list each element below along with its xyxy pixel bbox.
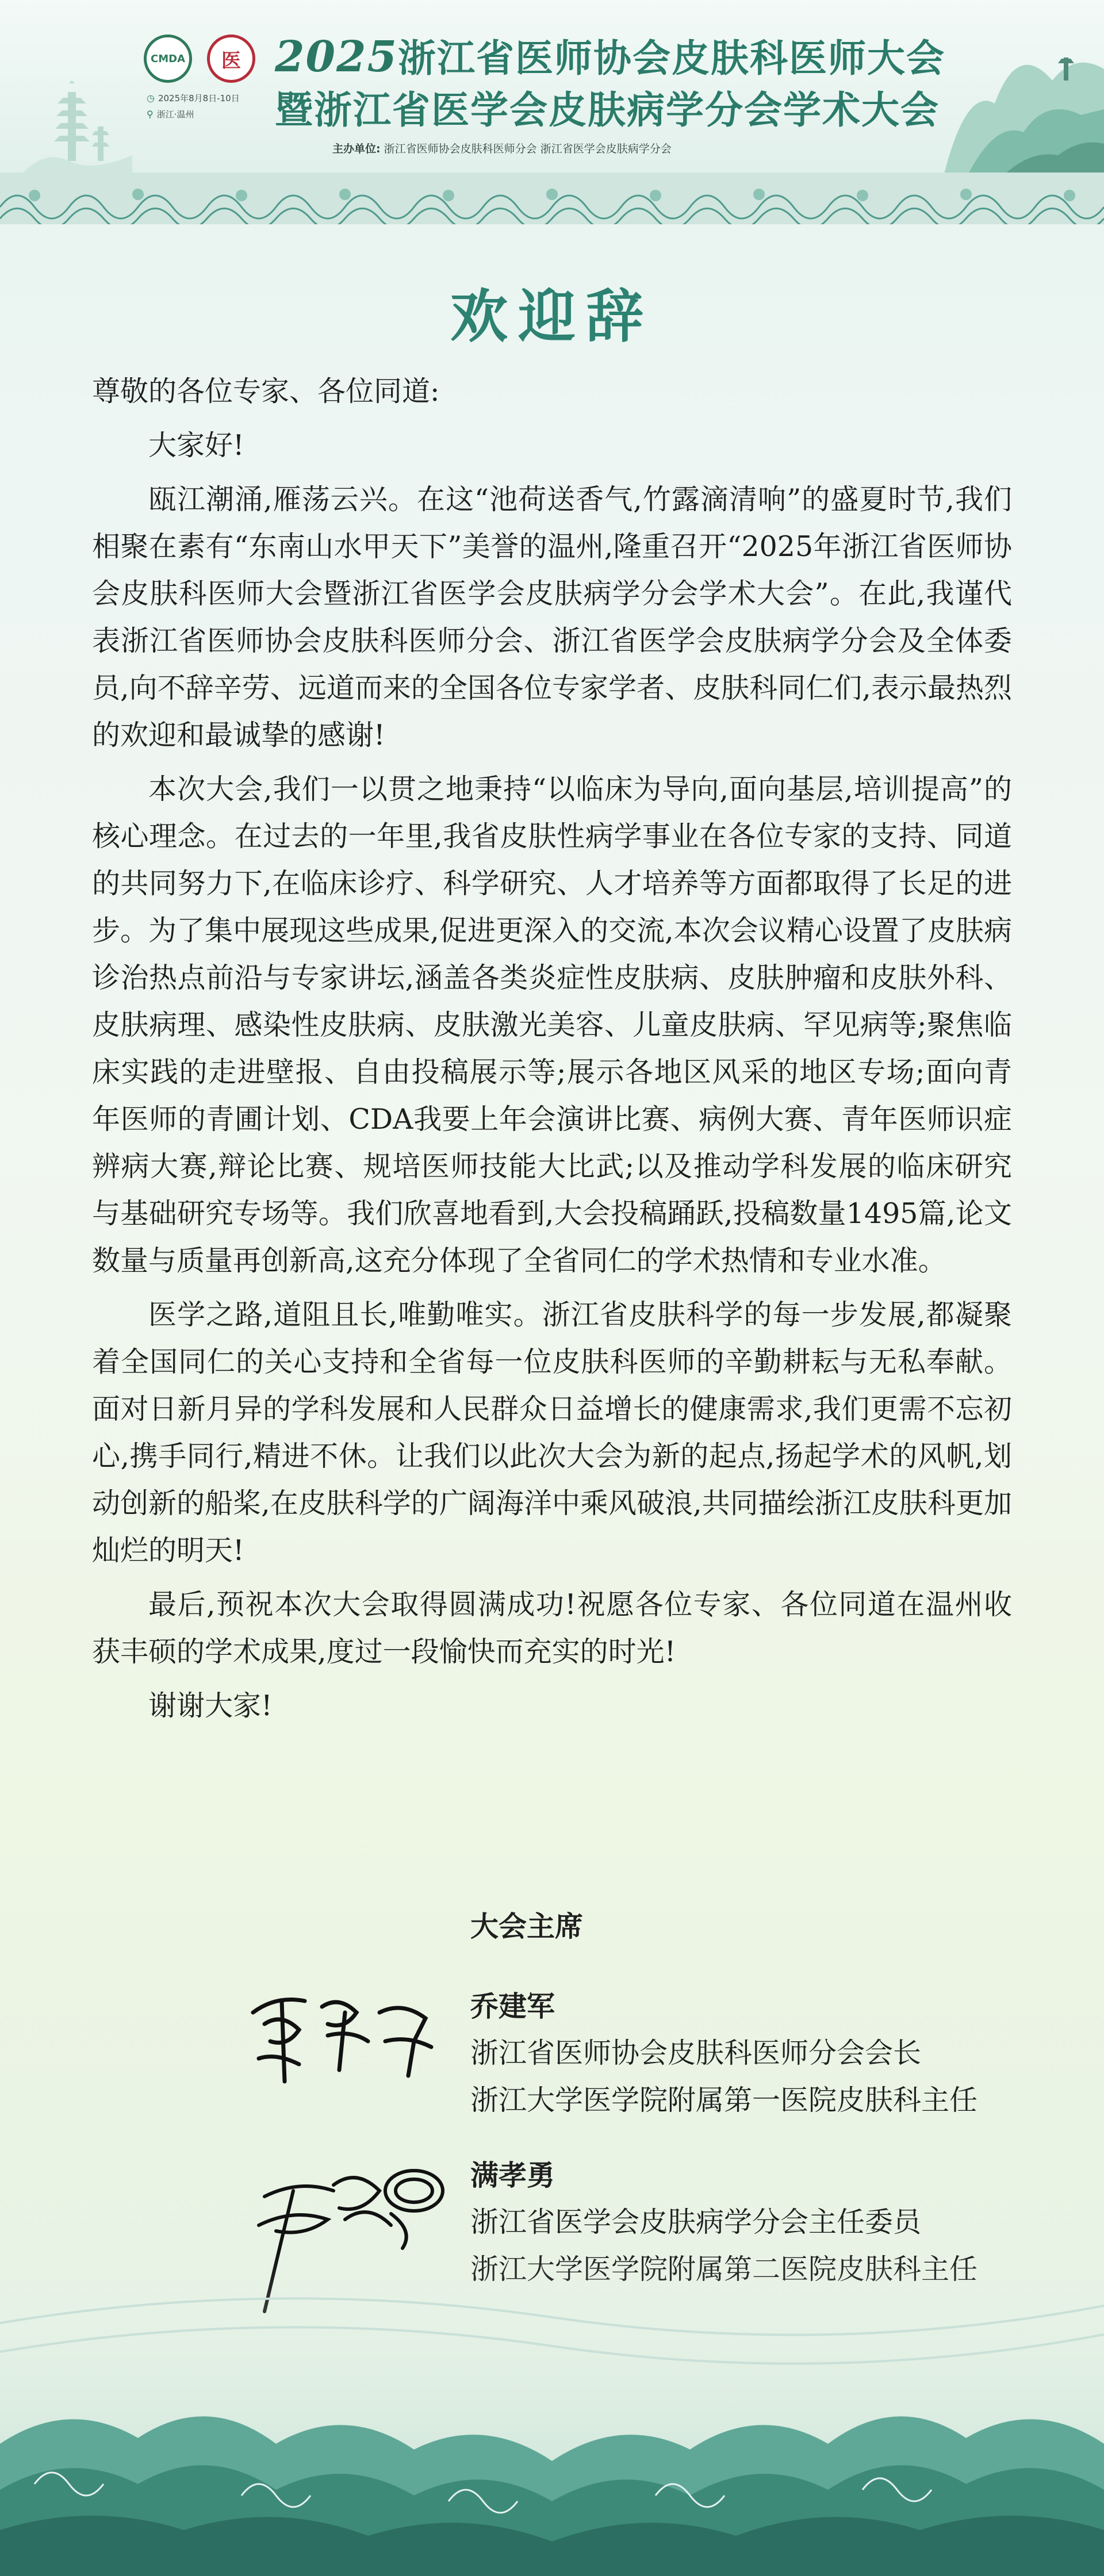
pagoda-illustration (23, 80, 132, 172)
date-line (147, 92, 240, 104)
person-name: 乔建军 (470, 1989, 555, 2023)
clock-icon: ◷ (147, 93, 155, 103)
chair-title: 大会主席 (470, 1910, 584, 1943)
organizer-line (332, 140, 672, 156)
wave-pattern-band (0, 172, 1104, 224)
event-title-text1: 浙江省医师协会皮肤科医师大会 (397, 36, 945, 80)
closing: 谢谢大家! (148, 1689, 273, 1722)
event-date: 2025年8月8日-10日 (158, 93, 240, 103)
salutation: 尊敬的各位专家、各位同道: (92, 375, 440, 408)
welcome-letter-body (92, 368, 1012, 1736)
medical-association-logo-text: 医 (221, 49, 241, 72)
event-year: 2025 (275, 32, 398, 82)
paragraph-2: 本次大会,我们一以贯之地秉持“以临床为导向,面向基层,培训提高”的核心理念。在过去的一年里,我省皮肤性病学事业在各位专家的支持、同道的共同努力下,在临床诊疗、科学研究、人才培养等方面都取得了长足的进步。为了集中展现这些成果,促进更深入的交流,本次会议精心设置了皮肤病诊治热点前沿与专家讲坛,涵盖各类炎症性皮肤病、皮肤肿瘤和皮肤外科、皮肤病理、感染性皮肤病、皮肤激光美容、儿童皮肤病、罕见病等;聚焦临床实践的走进壁报、自由投稿展示等;展示各地区风采的地区专场;面向青年医师的青圃计划、CDA我要上年会演讲比赛、病例大赛、青年医师识症辨病大赛,辩论比赛、规培医师技能大比武;以及推动学科发展的临床研究与基础研究专场等。我们欣喜地看到,大会投稿踊跃,投稿数量1495篇,论文数量与质量再创新高,这充分体现了全省同仁的学术热情和专业水准。 (92, 773, 1012, 1277)
organizer-names: 浙江省医师协会皮肤科医师分会 浙江省医学会皮肤病学分会 (384, 143, 672, 155)
event-title-line1 (275, 28, 945, 82)
medical-association-logo (207, 34, 255, 83)
page-header (0, 0, 1104, 224)
event-location: 浙江·温州 (156, 109, 194, 120)
organizer-label: 主办单位: (332, 143, 381, 155)
cmda-logo (144, 34, 192, 83)
greeting: 大家好! (148, 429, 244, 462)
paragraph-1: 瓯江潮涌,雁荡云兴。在这“池荷送香气,竹露滴清响”的盛夏时节,我们相聚在素有“东南山水甲天下”美誉的温州,隆重召开“2025年浙江省医师协会皮肤科医师大会暨浙江省医学会皮肤病学分会学术大会”。在此,我谨代表浙江省医师协会皮肤科医师分会、浙江省医学会皮肤病学分会及全体委员,向不辞辛劳、远道而来的全国各位专家学者、皮肤科同仁们,表示最热烈的欢迎和最诚挚的感谢! (92, 483, 1012, 752)
signature-person-1 (470, 1983, 977, 2124)
paragraph-3: 医学之路,道阻且长,唯勤唯实。浙江省皮肤科学的每一步发展,都凝聚着全国同仁的关心支持和全省每一位皮肤科医师的辛勤耕耘与无私奉献。面对日新月异的学科发展和人民群众日益增长的健康需求,我们更需不忘初心,携手同行,精进不休。让我们以此次大会为新的起点,扬起学术的风帆,划动创新的船桨,在皮肤科学的广阔海洋中乘风破浪,共同描绘浙江皮肤科更加灿烂的明天! (92, 1298, 1012, 1567)
person-name: 满孝勇 (470, 2159, 555, 2192)
person-title-line1: 浙江省医师协会皮肤科医师分会会长 (470, 2037, 922, 2069)
handwritten-signature-1 (241, 1978, 448, 2104)
paragraph-4: 最后,预祝本次大会取得圆满成功!祝愿各位专家、各位同道在温州收获丰硕的学术成果,度过一段愉快而充实的时光! (92, 1588, 1012, 1668)
page-heading: 欢迎辞 (450, 282, 654, 350)
footer-wave-pattern (0, 2254, 1104, 2576)
person-title-line2: 浙江大学医学院附属第一医院皮肤科主任 (470, 2084, 978, 2117)
cmda-logo-text: CMDA (151, 52, 185, 65)
person-title-line1: 浙江省医学会皮肤病学分会主任委员 (470, 2206, 922, 2238)
location-line (147, 108, 194, 120)
event-title-line2: 暨浙江省医学会皮肤病学分会学术大会 (275, 87, 940, 132)
location-pin-icon: ⚲ (147, 109, 154, 120)
mountain-illustration (931, 17, 1104, 178)
